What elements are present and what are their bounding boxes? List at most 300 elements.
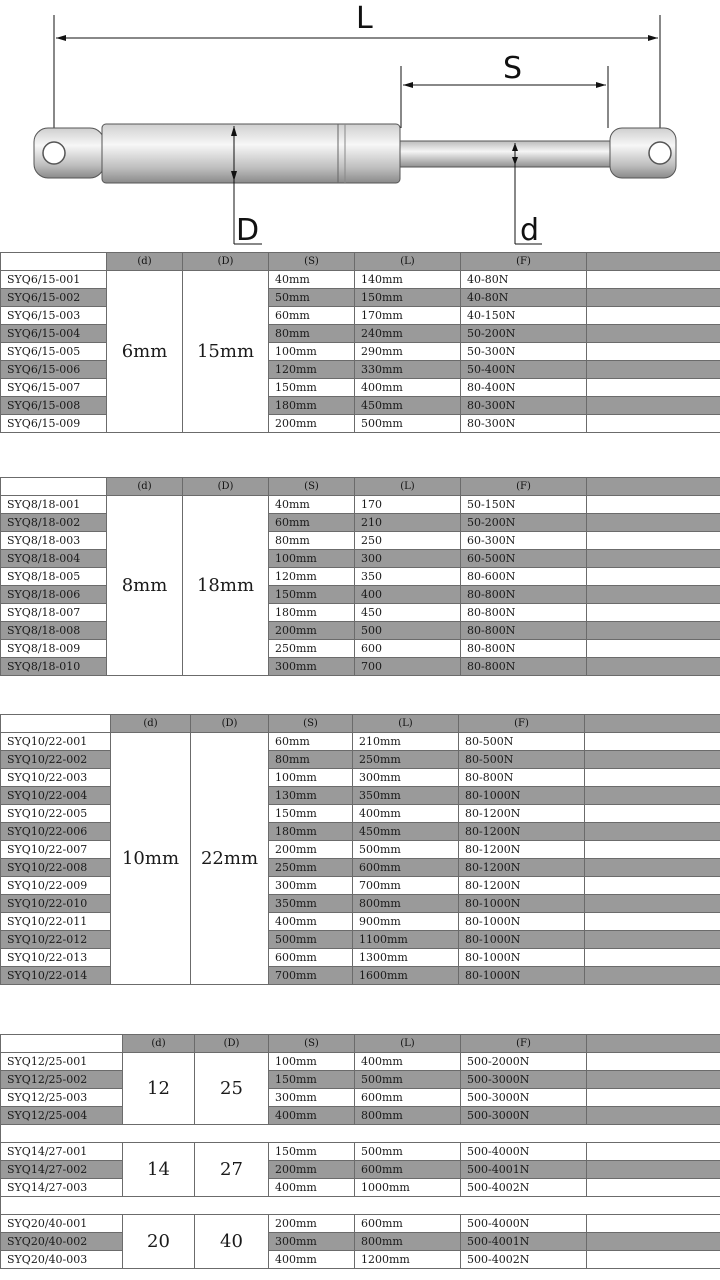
table-row xyxy=(1,1161,720,1179)
force-cell: 80-800N xyxy=(459,769,585,787)
length-cell: 600mm xyxy=(355,1161,461,1179)
length-cell: 300mm xyxy=(353,769,459,787)
model-cell: SYQ6/15-001 xyxy=(1,271,107,289)
length-cell: 500mm xyxy=(355,1071,461,1089)
extra-cell xyxy=(587,1053,720,1071)
stroke-cell: 150mm xyxy=(269,379,355,397)
length-cell: 1600mm xyxy=(353,967,459,985)
force-cell: 500-3000N xyxy=(461,1071,587,1089)
extra-cell xyxy=(585,823,720,841)
stroke-cell: 120mm xyxy=(269,568,355,586)
extra-cell xyxy=(585,949,720,967)
extra-cell xyxy=(587,307,720,325)
extra-cell xyxy=(587,1251,720,1269)
extra-cell xyxy=(587,415,720,433)
force-cell: 80-1000N xyxy=(459,787,585,805)
length-cell: 450mm xyxy=(355,397,461,415)
table-row xyxy=(1,949,720,967)
table-row xyxy=(1,805,720,823)
extra-cell xyxy=(587,1233,720,1251)
group-separator xyxy=(1,1197,720,1215)
model-cell: SYQ12/25-002 xyxy=(1,1071,123,1089)
table-row xyxy=(1,1143,720,1161)
separator-cell xyxy=(1,1125,720,1143)
group-separator xyxy=(1,1125,720,1143)
model-cell: SYQ6/15-009 xyxy=(1,415,107,433)
stroke-cell: 180mm xyxy=(269,397,355,415)
extra-cell xyxy=(587,289,720,307)
separator-cell xyxy=(1,1197,720,1215)
length-cell: 800mm xyxy=(355,1107,461,1125)
tube-diameter-cell: 22mm xyxy=(191,733,269,985)
force-cell: 80-800N xyxy=(461,658,587,676)
length-cell: 1200mm xyxy=(355,1251,461,1269)
header-model xyxy=(1,1035,123,1053)
d-rod-label: d xyxy=(520,213,540,248)
force-cell: 80-1200N xyxy=(459,841,585,859)
table-row xyxy=(1,787,720,805)
length-cell: 250 xyxy=(355,532,461,550)
length-cell: 1300mm xyxy=(353,949,459,967)
length-cell: 500mm xyxy=(355,415,461,433)
length-cell: 290mm xyxy=(355,343,461,361)
table-row xyxy=(1,841,720,859)
extra-cell xyxy=(587,1089,720,1107)
extra-cell xyxy=(587,622,720,640)
model-cell: SYQ6/15-006 xyxy=(1,361,107,379)
table-row xyxy=(1,1179,720,1197)
extra-cell xyxy=(585,751,720,769)
stroke-cell: 150mm xyxy=(269,586,355,604)
extra-cell xyxy=(587,1161,720,1179)
force-cell: 50-200N xyxy=(461,514,587,532)
length-cell: 330mm xyxy=(355,361,461,379)
force-cell: 500-4002N xyxy=(461,1179,587,1197)
force-cell: 500-4001N xyxy=(461,1233,587,1251)
model-cell: SYQ14/27-003 xyxy=(1,1179,123,1197)
spec-table-t4 xyxy=(0,1034,720,1269)
spec-table-t3 xyxy=(0,714,720,985)
rod-diameter-cell: 20 xyxy=(123,1215,195,1269)
header-d: (d) xyxy=(107,253,183,271)
extra-cell xyxy=(587,1143,720,1161)
model-cell: SYQ12/25-003 xyxy=(1,1089,123,1107)
model-cell: SYQ8/18-004 xyxy=(1,550,107,568)
rod-diameter-cell: 14 xyxy=(123,1143,195,1197)
extra-cell xyxy=(587,361,720,379)
cylinder-body xyxy=(102,124,400,183)
extra-cell xyxy=(587,514,720,532)
stroke-cell: 40mm xyxy=(269,496,355,514)
stroke-cell: 400mm xyxy=(269,1179,355,1197)
model-cell: SYQ10/22-009 xyxy=(1,877,111,895)
header-l: (L) xyxy=(355,478,461,496)
stroke-cell: 40mm xyxy=(269,271,355,289)
stroke-cell: 300mm xyxy=(269,877,353,895)
extra-cell xyxy=(587,325,720,343)
model-cell: SYQ20/40-002 xyxy=(1,1233,123,1251)
extra-cell xyxy=(585,967,720,985)
rod-diameter-cell: 6mm xyxy=(107,271,183,433)
model-cell: SYQ10/22-005 xyxy=(1,805,111,823)
stroke-cell: 80mm xyxy=(269,532,355,550)
model-cell: SYQ8/18-008 xyxy=(1,622,107,640)
force-cell: 80-300N xyxy=(461,397,587,415)
header-l: (L) xyxy=(353,715,459,733)
force-cell: 40-80N xyxy=(461,271,587,289)
force-cell: 40-80N xyxy=(461,289,587,307)
stroke-cell: 200mm xyxy=(269,1215,355,1233)
header-s: (S) xyxy=(269,1035,355,1053)
stroke-cell: 60mm xyxy=(269,733,353,751)
model-cell: SYQ6/15-005 xyxy=(1,343,107,361)
stroke-cell: 130mm xyxy=(269,787,353,805)
force-cell: 80-1200N xyxy=(459,805,585,823)
extra-cell xyxy=(585,769,720,787)
force-cell: 500-4001N xyxy=(461,1161,587,1179)
model-cell: SYQ6/15-003 xyxy=(1,307,107,325)
header-model xyxy=(1,253,107,271)
force-cell: 80-1200N xyxy=(459,859,585,877)
header-extra xyxy=(587,253,720,271)
model-cell: SYQ6/15-004 xyxy=(1,325,107,343)
force-cell: 80-800N xyxy=(461,622,587,640)
length-cell: 400mm xyxy=(355,1053,461,1071)
extra-cell xyxy=(585,859,720,877)
d-outer-label: D xyxy=(236,213,260,248)
stroke-cell: 120mm xyxy=(269,361,355,379)
length-cell: 700 xyxy=(355,658,461,676)
stroke-cell: 150mm xyxy=(269,805,353,823)
extra-cell xyxy=(587,271,720,289)
stroke-cell: 80mm xyxy=(269,751,353,769)
force-cell: 60-300N xyxy=(461,532,587,550)
spec-table-t2 xyxy=(0,477,720,676)
length-cell: 350mm xyxy=(353,787,459,805)
stroke-cell: 300mm xyxy=(269,658,355,676)
length-cell: 800mm xyxy=(355,1233,461,1251)
model-cell: SYQ14/27-001 xyxy=(1,1143,123,1161)
extra-cell xyxy=(585,931,720,949)
model-cell: SYQ10/22-014 xyxy=(1,967,111,985)
length-cell: 600mm xyxy=(355,1215,461,1233)
force-cell: 80-1000N xyxy=(459,895,585,913)
force-cell: 80-800N xyxy=(461,640,587,658)
length-cell: 600mm xyxy=(353,859,459,877)
stroke-cell: 180mm xyxy=(269,604,355,622)
stroke-cell: 400mm xyxy=(269,1107,355,1125)
model-cell: SYQ8/18-009 xyxy=(1,640,107,658)
table-row xyxy=(1,1053,720,1071)
table-row xyxy=(1,877,720,895)
stroke-cell: 60mm xyxy=(269,514,355,532)
extra-cell xyxy=(585,877,720,895)
model-cell: SYQ6/15-002 xyxy=(1,289,107,307)
length-cell: 240mm xyxy=(355,325,461,343)
stroke-cell: 100mm xyxy=(269,1053,355,1071)
table-row xyxy=(1,1071,720,1089)
stroke-cell: 250mm xyxy=(269,640,355,658)
extra-cell xyxy=(587,379,720,397)
length-cell: 400mm xyxy=(353,805,459,823)
length-cell: 500 xyxy=(355,622,461,640)
table-row xyxy=(1,1089,720,1107)
force-cell: 50-150N xyxy=(461,496,587,514)
model-cell: SYQ8/18-003 xyxy=(1,532,107,550)
stroke-cell: 150mm xyxy=(269,1143,355,1161)
length-cell: 1000mm xyxy=(355,1179,461,1197)
header-s: (S) xyxy=(269,253,355,271)
table-row xyxy=(1,823,720,841)
model-cell: SYQ10/22-002 xyxy=(1,751,111,769)
model-cell: SYQ12/25-004 xyxy=(1,1107,123,1125)
stroke-cell: 100mm xyxy=(269,550,355,568)
length-cell: 700mm xyxy=(353,877,459,895)
force-cell: 60-500N xyxy=(461,550,587,568)
header-d: (d) xyxy=(107,478,183,496)
extra-cell xyxy=(585,805,720,823)
extra-cell xyxy=(587,343,720,361)
header-d-outer: (D) xyxy=(183,253,269,271)
extra-cell xyxy=(587,1179,720,1197)
header-row xyxy=(1,478,720,496)
table-row xyxy=(1,1107,720,1125)
length-cell: 140mm xyxy=(355,271,461,289)
model-cell: SYQ10/22-011 xyxy=(1,913,111,931)
model-cell: SYQ8/18-006 xyxy=(1,586,107,604)
table-row xyxy=(1,1215,720,1233)
length-cell: 450mm xyxy=(353,823,459,841)
table-row xyxy=(1,967,720,985)
stroke-cell: 200mm xyxy=(269,1161,355,1179)
length-cell: 900mm xyxy=(353,913,459,931)
length-cell: 1100mm xyxy=(353,931,459,949)
model-cell: SYQ10/22-004 xyxy=(1,787,111,805)
header-row xyxy=(1,253,720,271)
stroke-cell: 100mm xyxy=(269,343,355,361)
length-cell: 150mm xyxy=(355,289,461,307)
force-cell: 500-4000N xyxy=(461,1143,587,1161)
table-row xyxy=(1,1233,720,1251)
stroke-cell: 600mm xyxy=(269,949,353,967)
force-cell: 500-4002N xyxy=(461,1251,587,1269)
model-cell: SYQ12/25-001 xyxy=(1,1053,123,1071)
header-extra xyxy=(587,478,720,496)
header-l: (L) xyxy=(355,1035,461,1053)
s-label: S xyxy=(503,51,523,86)
force-cell: 80-1200N xyxy=(459,877,585,895)
stroke-cell: 300mm xyxy=(269,1089,355,1107)
tube-diameter-cell: 15mm xyxy=(183,271,269,433)
model-cell: SYQ10/22-012 xyxy=(1,931,111,949)
model-cell: SYQ8/18-002 xyxy=(1,514,107,532)
tube-diameter-cell: 25 xyxy=(195,1053,269,1125)
model-cell: SYQ20/40-003 xyxy=(1,1251,123,1269)
stroke-cell: 350mm xyxy=(269,895,353,913)
rod-diameter-cell: 12 xyxy=(123,1053,195,1125)
stroke-cell: 200mm xyxy=(269,841,353,859)
force-cell: 500-2000N xyxy=(461,1053,587,1071)
extra-cell xyxy=(587,550,720,568)
header-f: (F) xyxy=(461,253,587,271)
force-cell: 500-3000N xyxy=(461,1089,587,1107)
table-row xyxy=(1,733,720,751)
header-row xyxy=(1,715,720,733)
header-f: (F) xyxy=(461,478,587,496)
table-row xyxy=(1,859,720,877)
header-d-outer: (D) xyxy=(191,715,269,733)
table-row xyxy=(1,751,720,769)
model-cell: SYQ6/15-007 xyxy=(1,379,107,397)
force-cell: 80-600N xyxy=(461,568,587,586)
header-model xyxy=(1,478,107,496)
force-cell: 80-300N xyxy=(461,415,587,433)
length-cell: 600 xyxy=(355,640,461,658)
table-row xyxy=(1,271,720,289)
extra-cell xyxy=(587,586,720,604)
header-f: (F) xyxy=(461,1035,587,1053)
header-extra xyxy=(585,715,720,733)
extra-cell xyxy=(585,913,720,931)
header-s: (S) xyxy=(269,478,355,496)
stroke-cell: 700mm xyxy=(269,967,353,985)
piston-rod xyxy=(400,141,612,167)
stroke-cell: 300mm xyxy=(269,1233,355,1251)
model-cell: SYQ10/22-001 xyxy=(1,733,111,751)
rod-diameter-cell: 8mm xyxy=(107,496,183,676)
stroke-cell: 250mm xyxy=(269,859,353,877)
stroke-cell: 50mm xyxy=(269,289,355,307)
length-cell: 210 xyxy=(355,514,461,532)
force-cell: 80-1000N xyxy=(459,949,585,967)
header-l: (L) xyxy=(355,253,461,271)
table-row xyxy=(1,496,720,514)
force-cell: 80-800N xyxy=(461,586,587,604)
extra-cell xyxy=(585,841,720,859)
extra-cell xyxy=(587,397,720,415)
length-cell: 600mm xyxy=(355,1089,461,1107)
extra-cell xyxy=(587,658,720,676)
length-cell: 500mm xyxy=(353,841,459,859)
model-cell: SYQ20/40-001 xyxy=(1,1215,123,1233)
extra-cell xyxy=(587,640,720,658)
extra-cell xyxy=(587,532,720,550)
extra-cell xyxy=(585,895,720,913)
stroke-cell: 400mm xyxy=(269,913,353,931)
length-cell: 400 xyxy=(355,586,461,604)
extra-cell xyxy=(585,733,720,751)
table-row xyxy=(1,769,720,787)
stroke-cell: 200mm xyxy=(269,415,355,433)
model-cell: SYQ10/22-006 xyxy=(1,823,111,841)
force-cell: 80-1200N xyxy=(459,823,585,841)
force-cell: 80-400N xyxy=(461,379,587,397)
header-d: (d) xyxy=(111,715,191,733)
stroke-cell: 100mm xyxy=(269,769,353,787)
table-row xyxy=(1,931,720,949)
header-s: (S) xyxy=(269,715,353,733)
rod-diameter-cell: 10mm xyxy=(111,733,191,985)
model-cell: SYQ6/15-008 xyxy=(1,397,107,415)
force-cell: 80-1000N xyxy=(459,967,585,985)
force-cell: 80-500N xyxy=(459,751,585,769)
table-row xyxy=(1,1251,720,1269)
length-cell: 250mm xyxy=(353,751,459,769)
model-cell: SYQ10/22-007 xyxy=(1,841,111,859)
force-cell: 80-1000N xyxy=(459,931,585,949)
model-cell: SYQ10/22-013 xyxy=(1,949,111,967)
extra-cell xyxy=(587,496,720,514)
length-cell: 170 xyxy=(355,496,461,514)
header-model xyxy=(1,715,111,733)
model-cell: SYQ8/18-010 xyxy=(1,658,107,676)
force-cell: 40-150N xyxy=(461,307,587,325)
tube-diameter-cell: 40 xyxy=(195,1215,269,1269)
table-row xyxy=(1,913,720,931)
model-cell: SYQ10/22-010 xyxy=(1,895,111,913)
length-cell: 350 xyxy=(355,568,461,586)
model-cell: SYQ14/27-002 xyxy=(1,1161,123,1179)
force-cell: 500-4000N xyxy=(461,1215,587,1233)
extra-cell xyxy=(585,787,720,805)
header-d: (d) xyxy=(123,1035,195,1053)
length-cell: 170mm xyxy=(355,307,461,325)
spec-table-t1 xyxy=(0,252,720,433)
extra-cell xyxy=(587,1107,720,1125)
tube-diameter-cell: 18mm xyxy=(183,496,269,676)
model-cell: SYQ10/22-003 xyxy=(1,769,111,787)
force-cell: 80-800N xyxy=(461,604,587,622)
l-label: L xyxy=(356,1,373,36)
force-cell: 50-200N xyxy=(461,325,587,343)
extra-cell xyxy=(587,1215,720,1233)
header-extra xyxy=(587,1035,720,1053)
header-f: (F) xyxy=(459,715,585,733)
stroke-cell: 150mm xyxy=(269,1071,355,1089)
extra-cell xyxy=(587,568,720,586)
stroke-cell: 200mm xyxy=(269,622,355,640)
model-cell: SYQ8/18-001 xyxy=(1,496,107,514)
extra-cell xyxy=(587,604,720,622)
length-cell: 500mm xyxy=(355,1143,461,1161)
model-cell: SYQ10/22-008 xyxy=(1,859,111,877)
extra-cell xyxy=(587,1071,720,1089)
force-cell: 80-500N xyxy=(459,733,585,751)
force-cell: 50-400N xyxy=(461,361,587,379)
stroke-cell: 500mm xyxy=(269,931,353,949)
length-cell: 800mm xyxy=(353,895,459,913)
model-cell: SYQ8/18-007 xyxy=(1,604,107,622)
length-cell: 450 xyxy=(355,604,461,622)
stroke-cell: 400mm xyxy=(269,1251,355,1269)
header-d-outer: (D) xyxy=(183,478,269,496)
header-d-outer: (D) xyxy=(195,1035,269,1053)
table-row xyxy=(1,895,720,913)
length-cell: 300 xyxy=(355,550,461,568)
stroke-cell: 180mm xyxy=(269,823,353,841)
force-cell: 500-3000N xyxy=(461,1107,587,1125)
model-cell: SYQ8/18-005 xyxy=(1,568,107,586)
gas-spring-diagram xyxy=(0,0,720,252)
length-cell: 400mm xyxy=(355,379,461,397)
header-row xyxy=(1,1035,720,1053)
force-cell: 50-300N xyxy=(461,343,587,361)
tube-diameter-cell: 27 xyxy=(195,1143,269,1197)
stroke-cell: 60mm xyxy=(269,307,355,325)
stroke-cell: 80mm xyxy=(269,325,355,343)
length-cell: 210mm xyxy=(353,733,459,751)
force-cell: 80-1000N xyxy=(459,913,585,931)
